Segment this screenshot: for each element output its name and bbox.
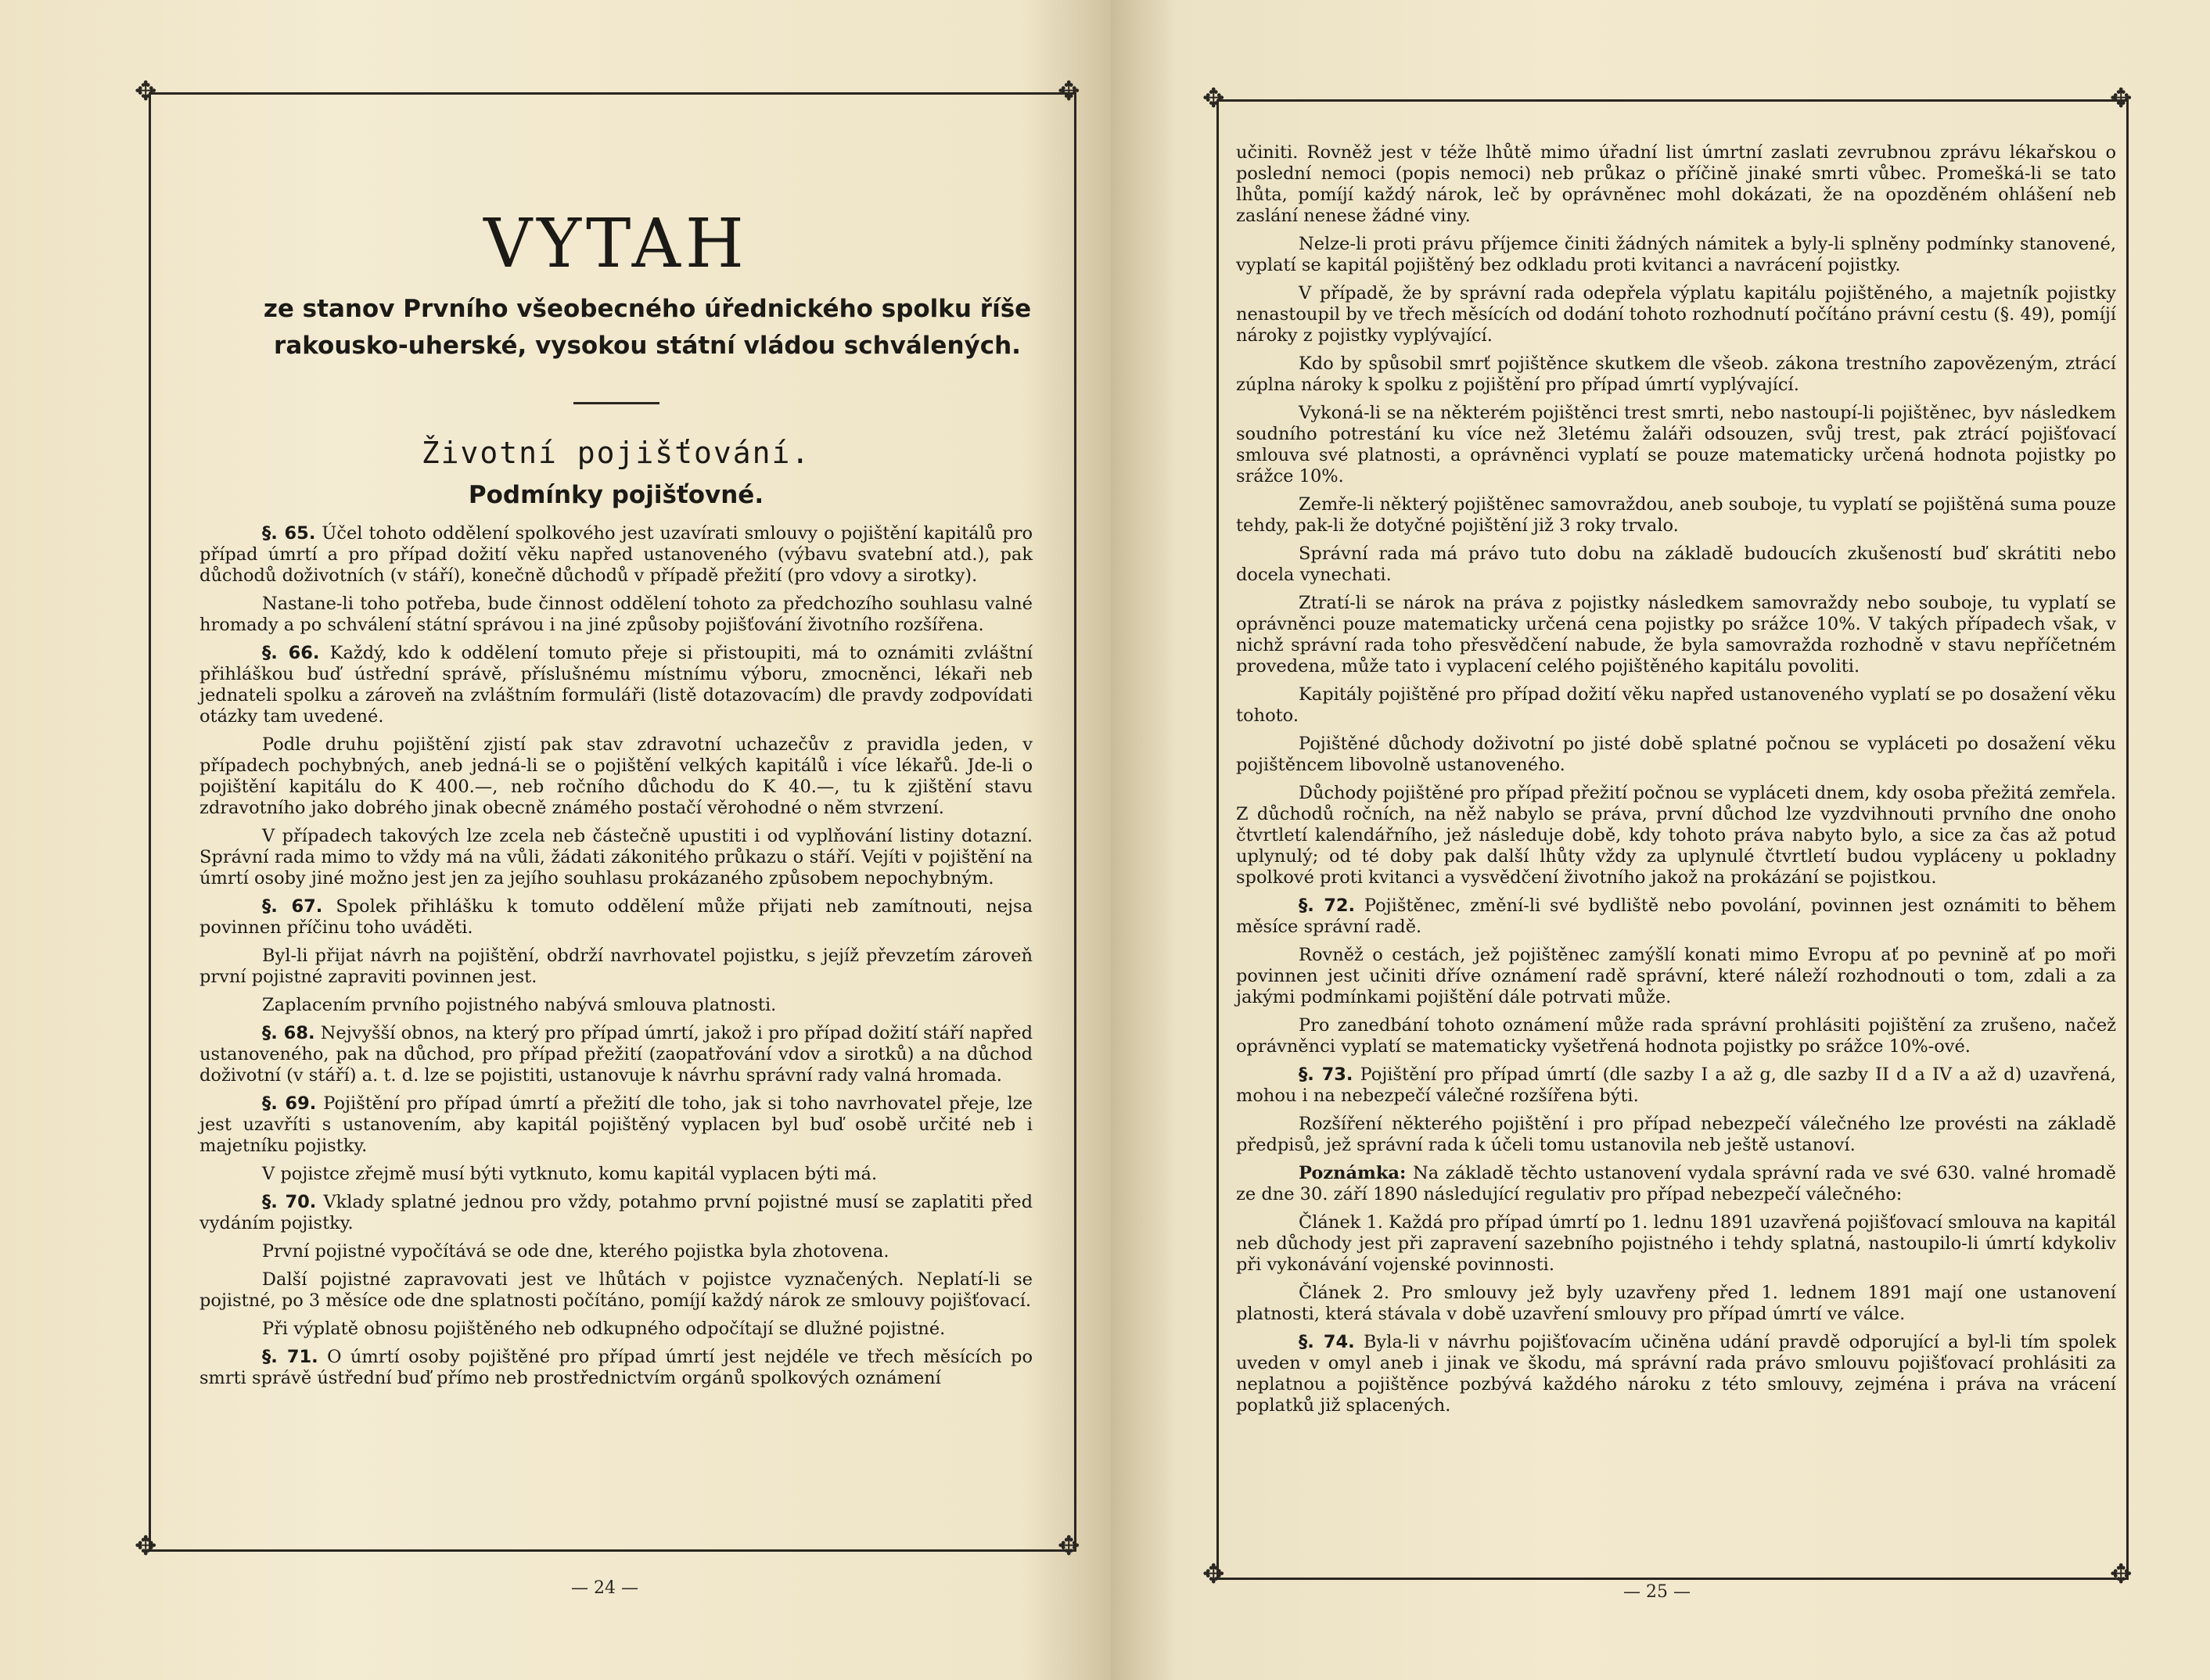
corner-ornament-icon: ✥: [1058, 76, 1080, 107]
title-divider: [573, 402, 659, 404]
paragraph: Byl-li přijat návrh na pojištění, obdrží navrhovatel pojistku, s jejíž převzetím zároveň první pojistné zapraviti povinnen jest.: [199, 946, 1033, 987]
paragraph: Článek 1. Každá pro případ úmrtí po 1. lednu 1891 uzavřená pojišťovací smlouva na kapitál neb důchody jest při zapravení sazebního pojistného i tehdy splatná, nastoupilo-li úmrtí kdykoliv při vykonávání vojenské povinnosti.: [1236, 1212, 2116, 1275]
page-number: — 24 —: [571, 1578, 638, 1598]
subtitle-line-2: rakousko-uherské, vysokou státní vládou schválených.: [274, 332, 1021, 360]
paragraph-text: Byla-li v návrhu pojišťovacím učiněna udání pravdě odporující a byl-li tím spolek uveden v omyl aneb i jinak ve škodu, má správní rada právo smlouvu pojišťovací prohlásiti za neplatnou a pojištěnce pozbývá každého nároku z této smlouvy, zejména i práva na vrácení poplatků již splacených.: [1236, 1332, 2117, 1416]
paragraph: Zemře-li některý pojištěnec samovraždou, aneb souboje, tu vyplatí se pojištěná suma pouze tehdy, pak-li že dotyčné pojištění již 3 roky trvalo.: [1236, 494, 2116, 536]
paragraph: Nastane-li toho potřeba, bude činnost oddělení tohoto za předchozího souhlasu valné hromady a po schválení státní správou i na jiné způsoby pojišťování životního rozšířena.: [199, 594, 1033, 635]
section-number: §. 70.: [262, 1192, 317, 1212]
corner-ornament-icon: ✥: [1202, 83, 1225, 114]
paragraph: [199, 1093, 1033, 1157]
paragraph-text: Pojištěnec, změní-li své bydliště nebo povolání, povinnen jest oznámiti to během měsíce správní radě.: [1236, 896, 2116, 937]
paragraph: Ztratí-li se nárok na práva z pojistky následkem samovraždy nebo souboje, tu vyplatí se oprávněnci pouze matematicky určená cena pojistky po srážce 10%. V takých případech však, v nichž správní rada toho přesvědčení nabude, že byla samovražda rozhodně v stavu nepříčetném provedena, může tato i vyplacení celého pojištěného kapitálu povoliti.: [1236, 593, 2116, 677]
section-number: §. 72.: [1299, 896, 1356, 916]
right-page: [1111, 0, 2210, 1680]
paragraph-text: Spolek přihlášku k tomuto oddělení může přijati neb zamítnouti, nejsa povinnen příčinu toho uváděti.: [199, 896, 1033, 938]
paragraph: Při výplatě obnosu pojištěného neb odkupného odpočítají se dlužné pojistné.: [262, 1319, 946, 1339]
paragraph-text: Nejvyšší obnos, na který pro případ úmrtí, jakož i pro případ dožití stáří napřed ustanoveného, pak na důchod, pro případ přežití (zaopatřování vdov a sirotků) a na důchod doživotní (v stáří) a. t. d. lze se pojistiti, ustanovuje k návrhu správní rady valná hromada.: [199, 1023, 1033, 1086]
right-page-text: [1236, 142, 2116, 1423]
paragraph: [1236, 1163, 2116, 1205]
section-number: §. 71.: [262, 1347, 318, 1367]
paragraph: První pojistné vypočítává se ode dne, kterého pojistka byla zhotovena.: [262, 1241, 889, 1262]
corner-ornament-icon: ✥: [1202, 1559, 1225, 1590]
paragraph: [199, 523, 1033, 587]
page-title: VYTAH: [483, 205, 749, 283]
section-number: §. 74.: [1299, 1332, 1355, 1352]
corner-ornament-icon: ✥: [2110, 83, 2133, 114]
paragraph: [199, 1192, 1033, 1234]
paragraph: Pojištěné důchody doživotní po jisté době splatné počnou se vypláceti po dosažení věku pojištěncem libovolně ustanoveného.: [1236, 734, 2116, 775]
page-number: — 25 —: [1623, 1582, 1691, 1602]
section-number: §. 65.: [262, 523, 316, 544]
paragraph: Kdo by spůsobil smrť pojištěnce skutkem dle všeob. zákona trestního zapovězeným, ztrácí zúplna nároky k spolku z pojištění pro případ úmrtí vyplývající.: [1236, 354, 2116, 395]
paragraph: [199, 643, 1033, 727]
paragraph-text: Na základě těchto ustanovení vydala správní rada ve své 630. valné hromadě ze dne 30. září 1890 následující regulativ pro případ nebezpečí válečného:: [1236, 1163, 2116, 1204]
corner-ornament-icon: ✥: [1058, 1531, 1080, 1562]
paragraph: Vykoná-li se na některém pojištěnci trest smrti, nebo nastoupí-li pojištěnec, byv následkem soudního potrestání ku více než 3letému žaláři odsouzen, svůj trest, pak ztrácí pojišťovací smlouva své platnosti, a oprávněnci vyplatí se pouze matematicky určená hodnota pojistky po srážce 10%.: [1236, 403, 2116, 486]
paragraph: V případě, že by správní rada odepřela výplatu kapitálu pojištěného, a majetník pojistky nenastoupil by ve třech měsících od dodání tohoto rozhodnutí počítáno právní cestu (§. 49), pomíjí nároky z pojistky vyplývající.: [1236, 283, 2116, 346]
paragraph: Článek 2. Pro smlouvy jež byly uzavřeny před 1. lednem 1891 mají one ustanovení platnosti, která stávala v době uzavření smlouvy pro případ úmrtí ve válce.: [1236, 1283, 2116, 1324]
paragraph: Rovněž o cestách, jež pojištěnec zamýšlí konati mimo Evropu ať po pevnině ať po moři povinnen jest učiniti dříve oznámení radě správní, které náleží rozhodnouti o tom, zdali a za jakými podmínkami pojištění dále potrvati může.: [1236, 945, 2116, 1007]
paragraph-text: O úmrtí osoby pojištěné pro případ úmrtí jest nejdéle ve třech měsících po smrti správě ústřední buď přímo neb prostřednictvím orgánů spolkových oznámení: [199, 1347, 1033, 1388]
paragraph: [199, 1023, 1033, 1086]
subtitle-line-1: ze stanov Prvního všeobecného úřednického spolku říše: [263, 295, 1032, 323]
paragraph: Zaplacením prvního pojistného nabývá smlouva platnosti.: [262, 995, 777, 1015]
paragraph: [1236, 1064, 2116, 1107]
paragraph: V případech takových lze zcela neb částečně upustiti i od vyplňování listiny dotazní. Správní rada mimo to vždy má na vůli, žádati zákonitého průkazu o stáří. Vejíti v pojištění na úmrtí osoby jiné možno jest jen za jejího souhlasu prokázaného způsobem nepochybným.: [199, 826, 1033, 888]
section-heading: Životní pojišťování.: [421, 436, 811, 470]
corner-ornament-icon: ✥: [135, 1531, 157, 1562]
left-page-text: [199, 133, 1033, 1396]
paragraph: Nelze-li proti právu příjemce činiti žádných námitek a byly-li splněny podmínky stanovené, vyplatí se kapitál pojištěný bez odkladu proti kvitanci a navrácení pojistky.: [1236, 234, 2116, 275]
section-number: §. 69.: [262, 1093, 317, 1114]
paragraph: učiniti. Rovněž jest v téže lhůtě mimo úřadní list úmrtní zaslati zevrubnou zprávu lékařskou o poslední nemoci (popis nemoci) neb průkaz o příčině jinaké smrti vůbec. Promešká-li se tato lhůta, pomíjí každý nárok, leč by oprávněnec mohl dokázati, že na opozděném ohlášení neb zaslání nenese žádné viny.: [1236, 142, 2116, 226]
paragraph: [199, 896, 1033, 939]
section-number: §. 66.: [262, 643, 320, 663]
paragraph: Podle druhu pojištění zjistí pak stav zdravotní uchazečův z pravidla jeden, v případech pochybných, aneb jedná-li se o pojištění velkých kapitálů i více lékařů. Jde-li o pojištění kapitálu do K 400.—, neb ročního důchodu do K 40.—, tu k zjištění stavu zdravotního jako dobrého jinak obecně známého postačí věrohodné o něm stvrzení.: [199, 734, 1033, 818]
paragraph-text: Pojištění pro případ úmrtí a přežití dle toho, jak si toho navrhovatel přeje, lze jest uzavříti s ustanovením, aby kapitál pojištěný vyplacen byl buď osobě určité neb i majetníku pojistky.: [199, 1093, 1033, 1156]
section-number: §. 73.: [1299, 1064, 1353, 1085]
note-label: Poznámka:: [1299, 1163, 1407, 1183]
section-number: §. 68.: [262, 1023, 315, 1043]
paragraph-text: Účel tohoto oddělení spolkového jest uzavírati smlouvy o pojištění kapitálů pro případ úmrtí a pro případ dožití věku napřed ustanoveného (výbavu svatební atd.), pak důchodů doživotních (v stáří), konečně důchodů v případě přežití (pro vdovy a sirotky).: [199, 523, 1033, 586]
paragraph-text: Vklady splatné jednou pro vždy, potahmo první pojistné musí se zaplatiti před vydáním pojistky.: [199, 1192, 1033, 1233]
corner-ornament-icon: ✥: [2110, 1559, 2133, 1590]
paragraph: Správní rada má právo tuto dobu na základě budoucích zkušeností buď skrátiti nebo docela vynechati.: [1236, 544, 2116, 585]
paragraph: Kapitály pojištěné pro případ dožití věku napřed ustanoveného vyplatí se po dosažení věku tohoto.: [1236, 684, 2116, 726]
paragraph: [1236, 1332, 2116, 1416]
section-number: §. 67.: [262, 896, 323, 917]
paragraph-text: Každý, kdo k oddělení tomuto přeje si přistoupiti, má to oznámiti zvláštní přihláškou buď ústřední správě, příslušnému místnímu výboru, zmocněnci, lékaři neb jednateli spolku a zároveň na zvláštním formuláři (listě dotazovacím) dle pravdy zodpovídati otázky tam uvedené.: [199, 643, 1033, 727]
paragraph: Důchody pojištěné pro případ přežití počnou se vypláceti dnem, kdy osoba přežitá zemřela. Z důchodů ročních, na něž nabylo se práva, první důchod lze vyzdvihnouti prvního dne onoho čtvrtletí kalendářního, jež následuje době, kdy tohoto práva nabyto bylo, a sice za čas až potud uplynulý; od té doby pak další lhůty vždy za uplynulé čtvrtletí budou vypláceny u pokladny spolkové proti kvitanci a vysvědčení životního jakož na prokázání se pojistkou.: [1236, 783, 2116, 888]
paragraph: Další pojistné zapravovati jest ve lhůtách v pojistce vyznačených. Neplatí-li se pojistné, po 3 měsíce ode dne splatnosti počítáno, pomíjí každý nárok ze smlouvy pojišťovací.: [199, 1269, 1033, 1311]
paragraph: Pro zanedbání tohoto oznámení může rada správní prohlásiti pojištění za zrušeno, načež oprávněnci vyplatí se matematicky vyšetřená hodnota pojistky po srážce 10%-ové.: [1236, 1015, 2116, 1057]
paragraph-text: Pojištění pro případ úmrtí (dle sazby I a až g, dle sazby II d a IV a až d) uzavřená, mohou i na nebezpečí válečné rozšířena býti.: [1236, 1064, 2116, 1106]
paragraph: [199, 1347, 1033, 1389]
corner-ornament-icon: ✥: [135, 76, 157, 107]
paragraph: V pojistce zřejmě musí býti vytknuto, komu kapitál vyplacen býti má.: [262, 1164, 878, 1184]
paragraph: Rozšíření některého pojištění i pro případ nebezpečí válečného lze provésti na základě předpisů, jež správní rada k účeli tomu ustanovila neb ještě ustanoví.: [1236, 1114, 2116, 1155]
paragraph: [1236, 896, 2116, 938]
section-subheading: Podmínky pojišťovné.: [468, 481, 764, 509]
